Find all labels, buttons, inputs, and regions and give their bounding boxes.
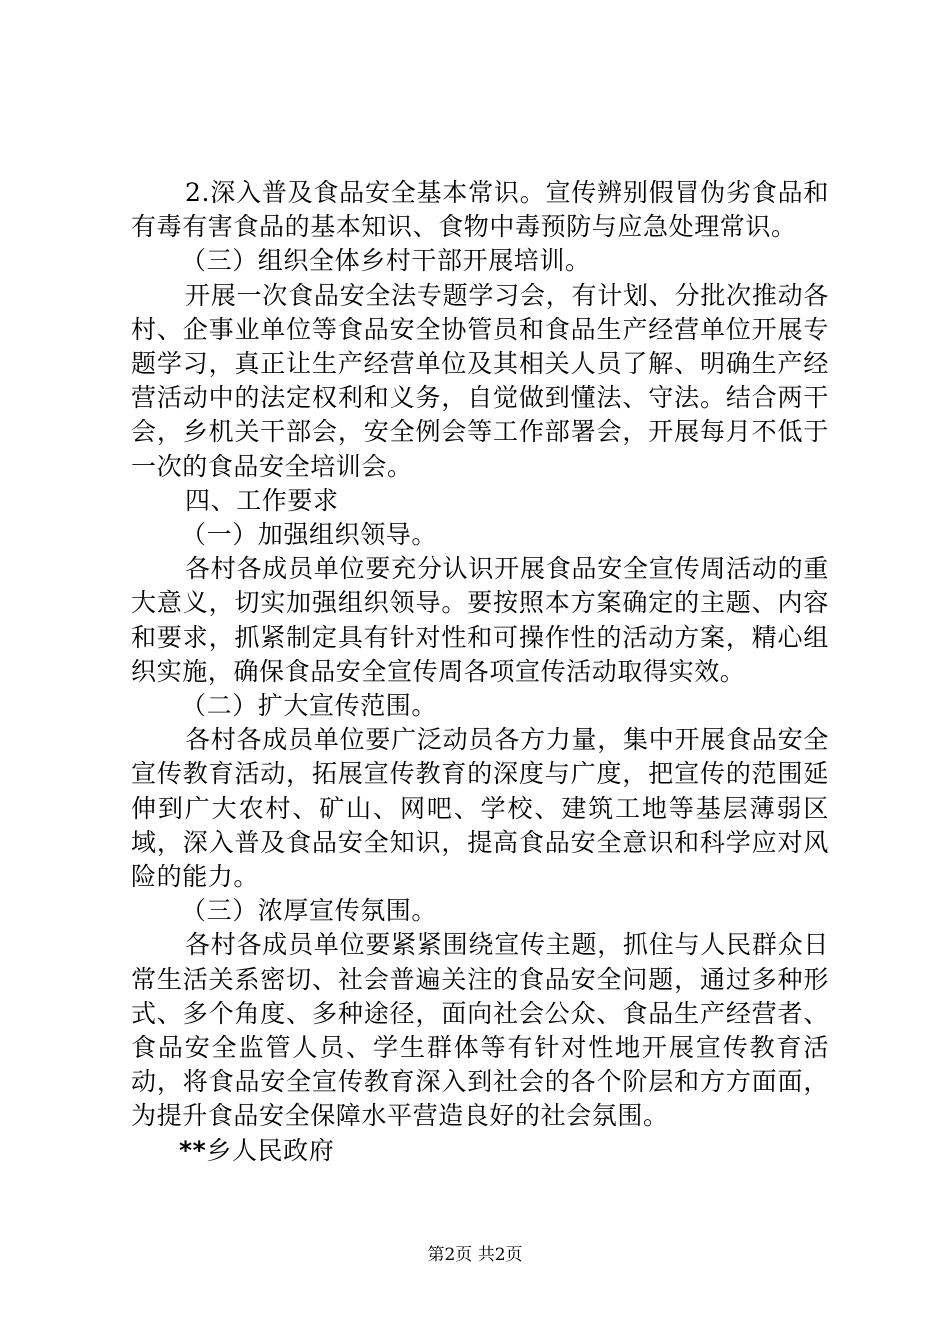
signature-name: 乡人民政府 bbox=[206, 1135, 335, 1165]
page-footer bbox=[0, 1244, 950, 1266]
subheading-training: （三）组织全体乡村干部开展培训。 bbox=[181, 246, 591, 276]
signature bbox=[131, 1134, 829, 1168]
document-body bbox=[131, 176, 829, 1168]
subheading-scope: （二）扩大宣传范围。 bbox=[181, 691, 438, 721]
subheading-atmosphere: （三）浓厚宣传氛围。 bbox=[181, 896, 438, 926]
subheading-leadership: （一）加强组织领导。 bbox=[181, 520, 438, 550]
paragraph-basic-knowledge: 2.深入普及食品安全基本常识。宣传辨别假冒伪劣食品和有毒有害食品的基本知识、食物中毒预防与应急处理常识。 bbox=[131, 178, 829, 242]
signature-stars: ** bbox=[179, 1135, 207, 1165]
paragraph-atmosphere: 各村各成员单位要紧紧围绕宣传主题，抓住与人民群众日常生活关系密切、社会普遍关注的食品安全问题，通过多种形式、多个角度、多种途径，面向社会公众、食品生产经营者、食品安全监管人员、学生群体等有针对性地开展宣传教育活动，将食品安全宣传教育深入到社会的各个阶层和方方面面，为提升食品安全保障水平营造良好的社会氛围。 bbox=[131, 930, 829, 1131]
paragraph-leadership: 各村各成员单位要充分认识开展食品安全宣传周活动的重大意义，切实加强组织领导。要按照本方案确定的主题、内容和要求，抓紧制定具有针对性和可操作性的活动方案，精心组织实施，确保食品安全宣传周各项宣传活动取得实效。 bbox=[131, 554, 829, 686]
paragraph-scope: 各村各成员单位要广泛动员各方力量，集中开展食品安全宣传教育活动，拓展宣传教育的深度与广度，把宣传的范围延伸到广大农村、矿山、网吧、学校、建筑工地等基层薄弱区域，深入普及食品安全知识，提高食品安全意识和科学应对风险的能力。 bbox=[131, 725, 829, 892]
section-heading-work-requirements: 四、工作要求 bbox=[185, 485, 339, 515]
page-number-label: 第2页 共2页 bbox=[427, 1245, 523, 1265]
paragraph-training: 开展一次食品安全法专题学习会，有计划、分批次推动各村、企事业单位等食品安全协管员和食品生产经营单位开展专题学习，真正让生产经营单位及其相关人员了解、明确生产经营活动中的法定权利和义务，自觉做到懂法、守法。结合两干会，乡机关干部会，安全例会等工作部署会，开展每月不低于一次的食品安全培训会。 bbox=[131, 280, 829, 481]
